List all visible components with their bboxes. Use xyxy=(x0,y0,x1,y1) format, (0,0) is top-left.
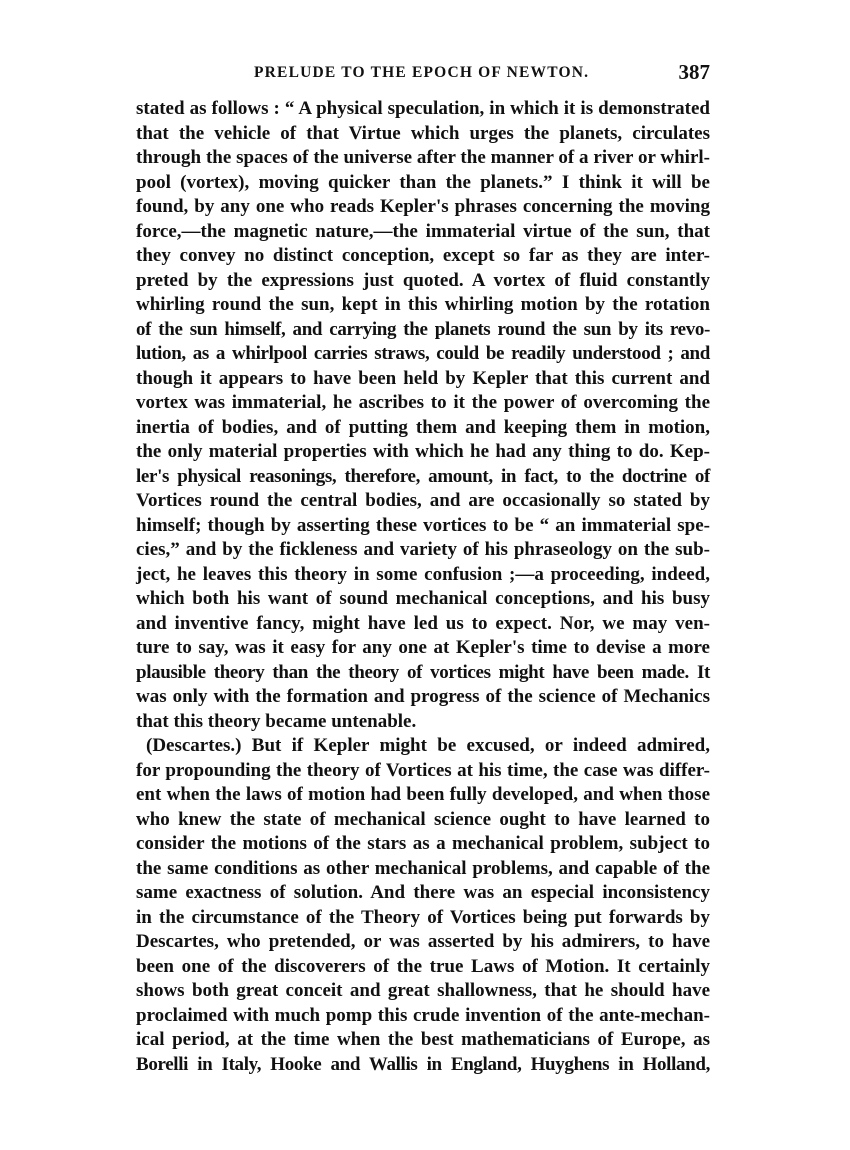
text-line: in the circumstance of the Theory of Vortices being put forwards by xyxy=(136,906,710,928)
text-line: ent when the laws of motion had been fully developed, and when those xyxy=(136,784,710,805)
text-line: preted by the expressions just quoted. A vortex of fluid constantly xyxy=(136,269,710,291)
text-line: (Descartes.) But if Kepler might be excused, or indeed admired, xyxy=(146,735,710,756)
text-line: Vortices round the central bodies, and are occasionally so stated by xyxy=(136,490,710,511)
text-line: they convey no distinct conception, except so far as they are inter- xyxy=(136,245,710,266)
text-line: who knew the state of mechanical science ought to have learned to xyxy=(136,808,710,830)
text-line: of the sun himself, and carrying the planets round the sun by its revo- xyxy=(136,318,710,340)
text-line: the only material properties with which he had any thing to do. Kep- xyxy=(136,441,710,462)
text-line: ture to say, was it easy for any one at Kepler's time to devise a more xyxy=(136,637,710,658)
text-line: Borelli in Italy, Hooke and Wallis in England, Huyghens in Holland, xyxy=(136,1053,710,1075)
text-line: pool (vortex), moving quicker than the planets.” I think it will be xyxy=(136,171,710,193)
text-line: ical period, at the time when the best mathematicians of Europe, as xyxy=(136,1029,710,1050)
text-line: for propounding the theory of Vortices at his time, the case was differ- xyxy=(136,759,710,781)
text-line: that the vehicle of that Virtue which urges the planets, circulates xyxy=(136,122,710,144)
text-line: found, by any one who reads Kepler's phrases concerning the moving xyxy=(136,196,710,217)
text-line: consider the motions of the stars as a mechanical problem, subject to xyxy=(136,833,710,854)
text-line: been one of the discoverers of the true Laws of Motion. It certainly xyxy=(136,955,710,977)
text-line: Descartes, who pretended, or was asserted by his admirers, to have xyxy=(136,931,710,952)
text-line: proclaimed with much pomp this crude invention of the ante-mechan- xyxy=(136,1004,710,1026)
running-head: PRELUDE TO THE EPOCH OF NEWTON. xyxy=(254,64,590,81)
text-line: vortex was immaterial, he ascribes to it the power of overcoming the xyxy=(136,392,710,413)
text-line: ject, he leaves this theory in some confusion ;—a proceeding, indeed, xyxy=(136,563,710,585)
text-line: inertia of bodies, and of putting them and keeping them in motion, xyxy=(136,416,710,438)
page-header xyxy=(136,62,710,88)
text-line: though it appears to have been held by Kepler that this current and xyxy=(136,367,710,389)
text-line: was only with the formation and progress of the science of Mechanics xyxy=(136,686,710,707)
text-line: that this theory became untenable. xyxy=(136,710,417,732)
text-line: which both his want of sound mechanical conceptions, and his busy xyxy=(136,588,710,609)
text-line: force,—the magnetic nature,—the immaterial virtue of the sun, that xyxy=(136,220,710,242)
text-line: the same conditions as other mechanical problems, and capable of the xyxy=(136,857,710,879)
text-line: same exactness of solution. And there was an especial inconsistency xyxy=(136,882,710,903)
text-line: plausible theory than the theory of vortices might have been made. It xyxy=(136,661,710,683)
text-line: ler's physical reasonings, therefore, amount, in fact, to the doctrine of xyxy=(136,465,710,487)
text-line: shows both great conceit and great shallowness, that he should have xyxy=(136,980,710,1001)
text-line: and inventive fancy, might have led us to expect. Nor, we may ven- xyxy=(136,612,710,634)
text-line: through the spaces of the universe after the manner of a river or whirl- xyxy=(136,147,710,168)
text-line: whirling round the sun, kept in this whirling motion by the rotation xyxy=(136,294,710,315)
body-text xyxy=(136,97,710,1077)
text-line: cies,” and by the fickleness and variety of his phraseology on the sub- xyxy=(136,539,710,560)
text-line: himself; though by asserting these vortices to be “ an immaterial spe- xyxy=(136,514,710,536)
text-line: stated as follows : “ A physical speculation, in which it is demonstrated xyxy=(136,98,710,119)
text-line: lution, as a whirlpool carries straws, could be readily understood ; and xyxy=(136,343,710,364)
page-number: 387 xyxy=(678,60,710,84)
